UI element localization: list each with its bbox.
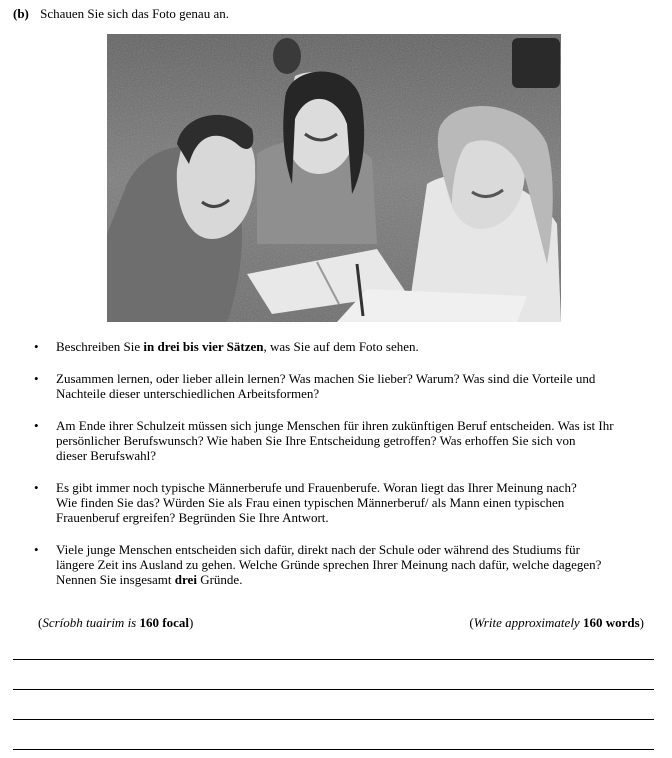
- list-item: [34, 542, 634, 587]
- exam-photo: [107, 34, 561, 322]
- list-item: [34, 339, 634, 354]
- paren: (: [469, 615, 474, 630]
- italic-segment: Scríobh tuairim is: [42, 615, 140, 630]
- answer-line[interactable]: [13, 719, 654, 720]
- paren: ): [188, 615, 194, 630]
- list-item-line: Frauenberuf ergreifen? Begründen Sie Ihre Antwort.: [56, 510, 329, 525]
- bold-segment: 160 focal: [139, 615, 189, 630]
- list-item-line: [56, 339, 634, 354]
- paren: ): [639, 615, 644, 630]
- list-item-line: Nachteile dieser unterschiedlichen Arbeitsformen?: [56, 386, 320, 401]
- text-segment: Nennen Sie insgesamt: [56, 572, 175, 587]
- list-item-line: persönlicher Berufswunsch? Wie haben Sie Ihre Entscheidung getroffen? Was erhoffen Sie sich von: [56, 433, 576, 448]
- bullet-icon: •: [34, 339, 39, 354]
- bold-segment: in drei bis vier Sätzen: [143, 339, 264, 354]
- answer-line[interactable]: [13, 689, 654, 690]
- question-header: [13, 6, 229, 21]
- list-item: [34, 418, 634, 463]
- italic-segment: Write approximately: [473, 615, 583, 630]
- answer-line[interactable]: [13, 659, 654, 660]
- list-item-line: längere Zeit ins Ausland zu gehen. Welche Gründe sprechen Ihrer Meinung nach dafür, welche dagegen?: [56, 557, 602, 572]
- list-item-line: [56, 572, 634, 587]
- list-item: [34, 480, 634, 525]
- list-item-line: dieser Berufswahl?: [56, 448, 156, 463]
- bullet-icon: •: [34, 480, 39, 495]
- paren: (: [38, 615, 43, 630]
- bold-segment: 160 words: [582, 615, 640, 630]
- list-item-line: Viele junge Menschen entscheiden sich dafür, direkt nach der Schule oder während des Studiums für: [56, 542, 580, 557]
- bullet-icon: •: [34, 542, 39, 557]
- list-item-line: Am Ende ihrer Schulzeit müssen sich junge Menschen für ihren zukünftigen Beruf entscheiden. Was ist Ihr: [56, 418, 614, 433]
- bold-segment: drei: [174, 572, 197, 587]
- bullet-icon: •: [34, 371, 39, 386]
- answer-line[interactable]: [13, 749, 654, 750]
- list-item-line: Zusammen lernen, oder lieber allein lernen? Was machen Sie lieber? Warum? Was sind die Vorteile und: [56, 371, 596, 386]
- list-item: [34, 371, 634, 401]
- text-segment: Gründe.: [196, 572, 243, 587]
- word-count-instruction-english: [469, 615, 644, 630]
- photo-three-young-women-studying-on-grass-icon: [107, 34, 561, 322]
- question-label: (b): [13, 6, 29, 21]
- word-count-instruction-irish: [38, 615, 193, 630]
- bullet-icon: •: [34, 418, 39, 433]
- text-segment: Beschreiben Sie: [56, 339, 144, 354]
- text-segment: , was Sie auf dem Foto sehen.: [263, 339, 419, 354]
- list-item-line: Wie finden Sie das? Würden Sie als Frau einen typischen Männerberuf/ als Mann einen typischen: [56, 495, 565, 510]
- question-list: [34, 339, 634, 604]
- question-instruction: Schauen Sie sich das Foto genau an.: [40, 6, 229, 21]
- list-item-line: Es gibt immer noch typische Männerberufe und Frauenberufe. Woran liegt das Ihrer Meinung nach?: [56, 480, 577, 495]
